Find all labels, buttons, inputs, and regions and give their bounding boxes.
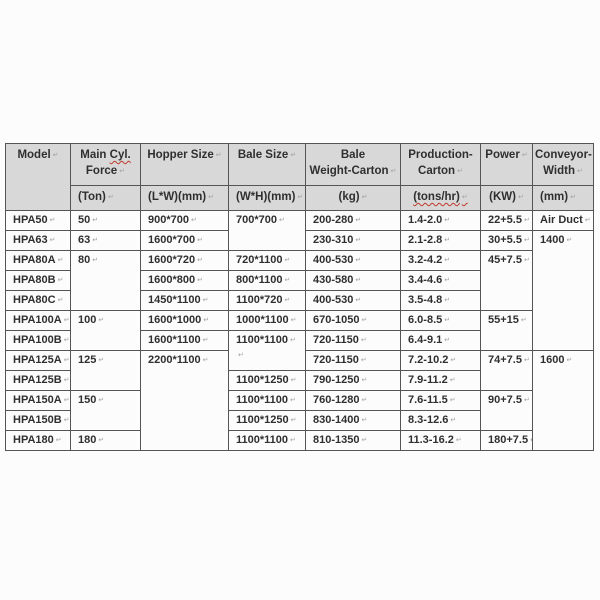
model-cell xyxy=(6,391,71,411)
main-cyl-force-cell xyxy=(71,351,141,391)
cell-text: 1600*800 ↵ xyxy=(148,274,203,286)
cell-text: 100 ↵ xyxy=(78,314,104,326)
cell-text: HPA100A ↵ xyxy=(13,314,70,326)
cell-text: 1000*1100 ↵ xyxy=(236,314,297,326)
hopper-size-cell xyxy=(141,351,229,451)
cell-text: 2200*1100 ↵ xyxy=(148,354,209,366)
bale-size-cell xyxy=(229,391,306,411)
bale-size-cell xyxy=(229,251,306,271)
conveyor-width-cell xyxy=(533,211,594,231)
cell-text: 400-530 ↵ xyxy=(313,294,361,306)
col-header-hopper-size xyxy=(141,144,229,186)
table-row-hpa50 xyxy=(6,211,594,231)
cell-text: HPA50 ↵ xyxy=(13,214,56,226)
cell-text: HPA80C ↵ xyxy=(13,294,63,306)
cell-text: 125 ↵ xyxy=(78,354,104,366)
hopper-size-cell xyxy=(141,331,229,351)
bale-size-cell xyxy=(229,311,306,331)
cell-text: 1100*1100 ↵ xyxy=(236,434,296,446)
unit-main-cyl-force: (Ton) ↵ xyxy=(71,186,141,211)
main-cyl-force-cell xyxy=(71,251,141,311)
bale-weight-cell xyxy=(306,291,401,311)
power-cell xyxy=(481,251,533,311)
power-cell xyxy=(481,311,533,351)
cell-text: 800*1100 ↵ xyxy=(236,274,290,286)
cell-text: HPA125A ↵ xyxy=(13,354,70,366)
production-cell xyxy=(401,331,481,351)
cell-text: 1100*720 ↵ xyxy=(236,294,290,306)
model-cell xyxy=(6,431,71,451)
table-row-hpa150a xyxy=(6,391,594,411)
cell-text: 810-1350 ↵ xyxy=(313,434,367,446)
col-title: Power ↵ xyxy=(485,149,527,161)
bale-size-cell xyxy=(229,331,306,371)
col-title-line2: Weight-Carton ↵ xyxy=(308,163,398,180)
cell-text: 830-1400 ↵ xyxy=(313,414,367,426)
cell-text: 2.1-2.8 ↵ xyxy=(408,234,450,246)
cell-text: 6.4-9.1 ↵ xyxy=(408,334,450,346)
production-cell xyxy=(401,251,481,271)
col-header-power xyxy=(481,144,533,186)
bale-weight-cell xyxy=(306,211,401,231)
cell-text: 790-1250 ↵ xyxy=(313,374,367,386)
table-body xyxy=(6,211,594,451)
cell-text: 1100*1100 ↵ xyxy=(236,394,296,406)
production-cell xyxy=(401,231,481,251)
bale-weight-cell xyxy=(306,271,401,291)
cell-text: HPA63 ↵ xyxy=(13,234,56,246)
col-header-production xyxy=(401,144,481,186)
col-title: Production- xyxy=(408,149,473,161)
cell-text: 80 ↵ xyxy=(78,254,98,266)
cell-text: 50 ↵ xyxy=(78,214,98,226)
cell-text: 1600*1100 ↵ xyxy=(148,334,209,346)
cell-text: 7.2-10.2 ↵ xyxy=(408,354,456,366)
bale-weight-cell xyxy=(306,411,401,431)
cell-text: 1100*1250 ↵ xyxy=(236,414,297,426)
cell-text: 1600*700 ↵ xyxy=(148,234,203,246)
cell-text: 1400 ↵ xyxy=(540,234,572,246)
col-title-line2: Force ↵ xyxy=(73,163,138,180)
model-cell xyxy=(6,211,71,231)
bale-weight-cell xyxy=(306,251,401,271)
bale-size-cell xyxy=(229,411,306,431)
power-cell xyxy=(481,231,533,251)
unit-bale-size: (W*H)(mm) ↵ xyxy=(229,186,306,211)
main-cyl-force-cell xyxy=(71,391,141,431)
header-row-units xyxy=(6,186,594,211)
cell-text: 720-1150 ↵ xyxy=(313,334,367,346)
main-cyl-force-cell xyxy=(71,211,141,231)
hopper-size-cell xyxy=(141,291,229,311)
cell-text: 55+15 ↵ xyxy=(488,314,527,326)
cell-text: 720*1100 ↵ xyxy=(236,254,290,266)
table-row-hpa180 xyxy=(6,431,594,451)
model-cell xyxy=(6,311,71,331)
cell-text: 7.6-11.5 ↵ xyxy=(408,394,456,406)
bale-weight-cell xyxy=(306,231,401,251)
model-cell xyxy=(6,251,71,271)
empty-paragraph-mark xyxy=(236,348,303,363)
hopper-size-cell xyxy=(141,231,229,251)
conveyor-width-cell xyxy=(533,231,594,351)
cell-text: 1.4-2.0 ↵ xyxy=(408,214,450,226)
main-cyl-force-cell xyxy=(71,231,141,251)
bale-size-cell xyxy=(229,431,306,451)
col-header-bale-weight xyxy=(306,144,401,186)
power-cell xyxy=(481,431,533,451)
cell-text: 1100*1100 ↵ xyxy=(236,334,296,346)
document-area xyxy=(5,143,594,451)
header-row-titles xyxy=(6,144,594,186)
cell-text: Air Duct ↵ xyxy=(540,214,591,226)
bale-weight-cell xyxy=(306,311,401,331)
table-header xyxy=(6,144,594,211)
cell-text: 700*700 ↵ xyxy=(236,214,285,226)
bale-weight-cell xyxy=(306,431,401,451)
cell-text: 7.9-11.2 ↵ xyxy=(408,374,456,386)
cell-text: 180+7.5 ↵ xyxy=(488,434,533,446)
model-cell xyxy=(6,411,71,431)
production-cell xyxy=(401,411,481,431)
spec-table xyxy=(5,143,594,451)
cell-text: HPA150A ↵ xyxy=(13,394,70,406)
cell-text: HPA100B ↵ xyxy=(13,334,70,346)
cell-text: 8.3-12.6 ↵ xyxy=(408,414,456,426)
cell-text: 6.0-8.5 ↵ xyxy=(408,314,450,326)
main-cyl-force-cell xyxy=(71,311,141,351)
cell-text: HPA150B ↵ xyxy=(13,414,70,426)
cell-text: 1600*1000 ↵ xyxy=(148,314,209,326)
power-cell xyxy=(481,351,533,391)
power-cell xyxy=(481,211,533,231)
col-header-bale-size xyxy=(229,144,306,186)
cell-text: 180 ↵ xyxy=(78,434,104,446)
unit-bale-weight: (kg) ↵ xyxy=(306,186,401,211)
cell-text: 900*700 ↵ xyxy=(148,214,197,226)
table-row-hpa100a xyxy=(6,311,594,331)
col-title-line2: Carton ↵ xyxy=(403,163,478,180)
col-title-line2: Width ↵ xyxy=(535,163,591,180)
cell-text: 11.3-16.2 ↵ xyxy=(408,434,462,446)
production-cell xyxy=(401,431,481,451)
cell-text: 30+5.5 ↵ xyxy=(488,234,530,246)
unit-hopper-size: (L*W)(mm) ↵ xyxy=(141,186,229,211)
col-title: Bale Size ↵ xyxy=(238,149,296,161)
cell-text: 230-310 ↵ xyxy=(313,234,361,246)
col-header-conveyor-width xyxy=(533,144,594,186)
production-cell xyxy=(401,311,481,331)
production-cell xyxy=(401,291,481,311)
col-title: Conveyor- xyxy=(535,149,592,161)
cell-text: HPA80A ↵ xyxy=(13,254,63,266)
main-cyl-force-cell xyxy=(71,431,141,451)
col-title: Bale xyxy=(340,149,366,161)
unit-power: (KW) ↵ xyxy=(481,186,533,211)
model-cell xyxy=(6,271,71,291)
cell-text: 150 ↵ xyxy=(78,394,104,406)
cell-text: 400-530 ↵ xyxy=(313,254,361,266)
col-header-model xyxy=(6,144,71,211)
production-cell xyxy=(401,211,481,231)
cell-text: HPA80B ↵ xyxy=(13,274,63,286)
production-cell xyxy=(401,271,481,291)
col-title: Main Cyl. xyxy=(80,149,131,161)
cell-text: 720-1150 ↵ xyxy=(313,354,367,366)
cell-text: HPA180 ↵ xyxy=(13,434,62,446)
model-cell xyxy=(6,291,71,311)
bale-weight-cell xyxy=(306,331,401,351)
cell-text: 760-1280 ↵ xyxy=(313,394,367,406)
cell-text: 1600*720 ↵ xyxy=(148,254,203,266)
unit-production xyxy=(401,186,481,211)
cell-text: HPA125B ↵ xyxy=(13,374,70,386)
cell-text: 1600 ↵ xyxy=(540,354,572,366)
col-title: Hopper Size ↵ xyxy=(147,149,221,161)
bale-weight-cell xyxy=(306,351,401,371)
table-row-hpa80a xyxy=(6,251,594,271)
col-header-main-cyl-force xyxy=(71,144,141,186)
misspelled-word: (tons/hr) ↵ xyxy=(413,191,468,203)
bale-size-cell xyxy=(229,291,306,311)
col-title: Model ↵ xyxy=(17,149,58,161)
cell-text: 45+7.5 ↵ xyxy=(488,254,530,266)
cell-text: 3.2-4.2 ↵ xyxy=(408,254,450,266)
cell-text: 63 ↵ xyxy=(78,234,98,246)
power-cell xyxy=(481,391,533,431)
cell-text: 90+7.5 ↵ xyxy=(488,394,530,406)
hopper-size-cell xyxy=(141,251,229,271)
hopper-size-cell xyxy=(141,211,229,231)
bale-size-cell xyxy=(229,271,306,291)
production-cell xyxy=(401,371,481,391)
cell-text: 670-1050 ↵ xyxy=(313,314,367,326)
model-cell xyxy=(6,231,71,251)
bale-size-cell xyxy=(229,371,306,391)
cell-text: 1100*1250 ↵ xyxy=(236,374,297,386)
bale-size-cell xyxy=(229,211,306,251)
model-cell xyxy=(6,331,71,351)
model-cell xyxy=(6,371,71,391)
cell-text: 3.4-4.6 ↵ xyxy=(408,274,450,286)
cell-text: 200-280 ↵ xyxy=(313,214,361,226)
model-cell xyxy=(6,351,71,371)
bale-weight-cell xyxy=(306,391,401,411)
unit-conveyor-width: (mm) ↵ xyxy=(533,186,594,211)
cell-text: 22+5.5 ↵ xyxy=(488,214,530,226)
misspelled-word: Cyl. xyxy=(109,149,131,161)
cell-text: 3.5-4.8 ↵ xyxy=(408,294,450,306)
cell-text: 1450*1100 ↵ xyxy=(148,294,209,306)
bale-weight-cell xyxy=(306,371,401,391)
production-cell xyxy=(401,351,481,371)
production-cell xyxy=(401,391,481,411)
hopper-size-cell xyxy=(141,271,229,291)
hopper-size-cell xyxy=(141,311,229,331)
cell-text: 430-580 ↵ xyxy=(313,274,361,286)
conveyor-width-cell xyxy=(533,351,594,451)
cell-text: 74+7.5 ↵ xyxy=(488,354,530,366)
